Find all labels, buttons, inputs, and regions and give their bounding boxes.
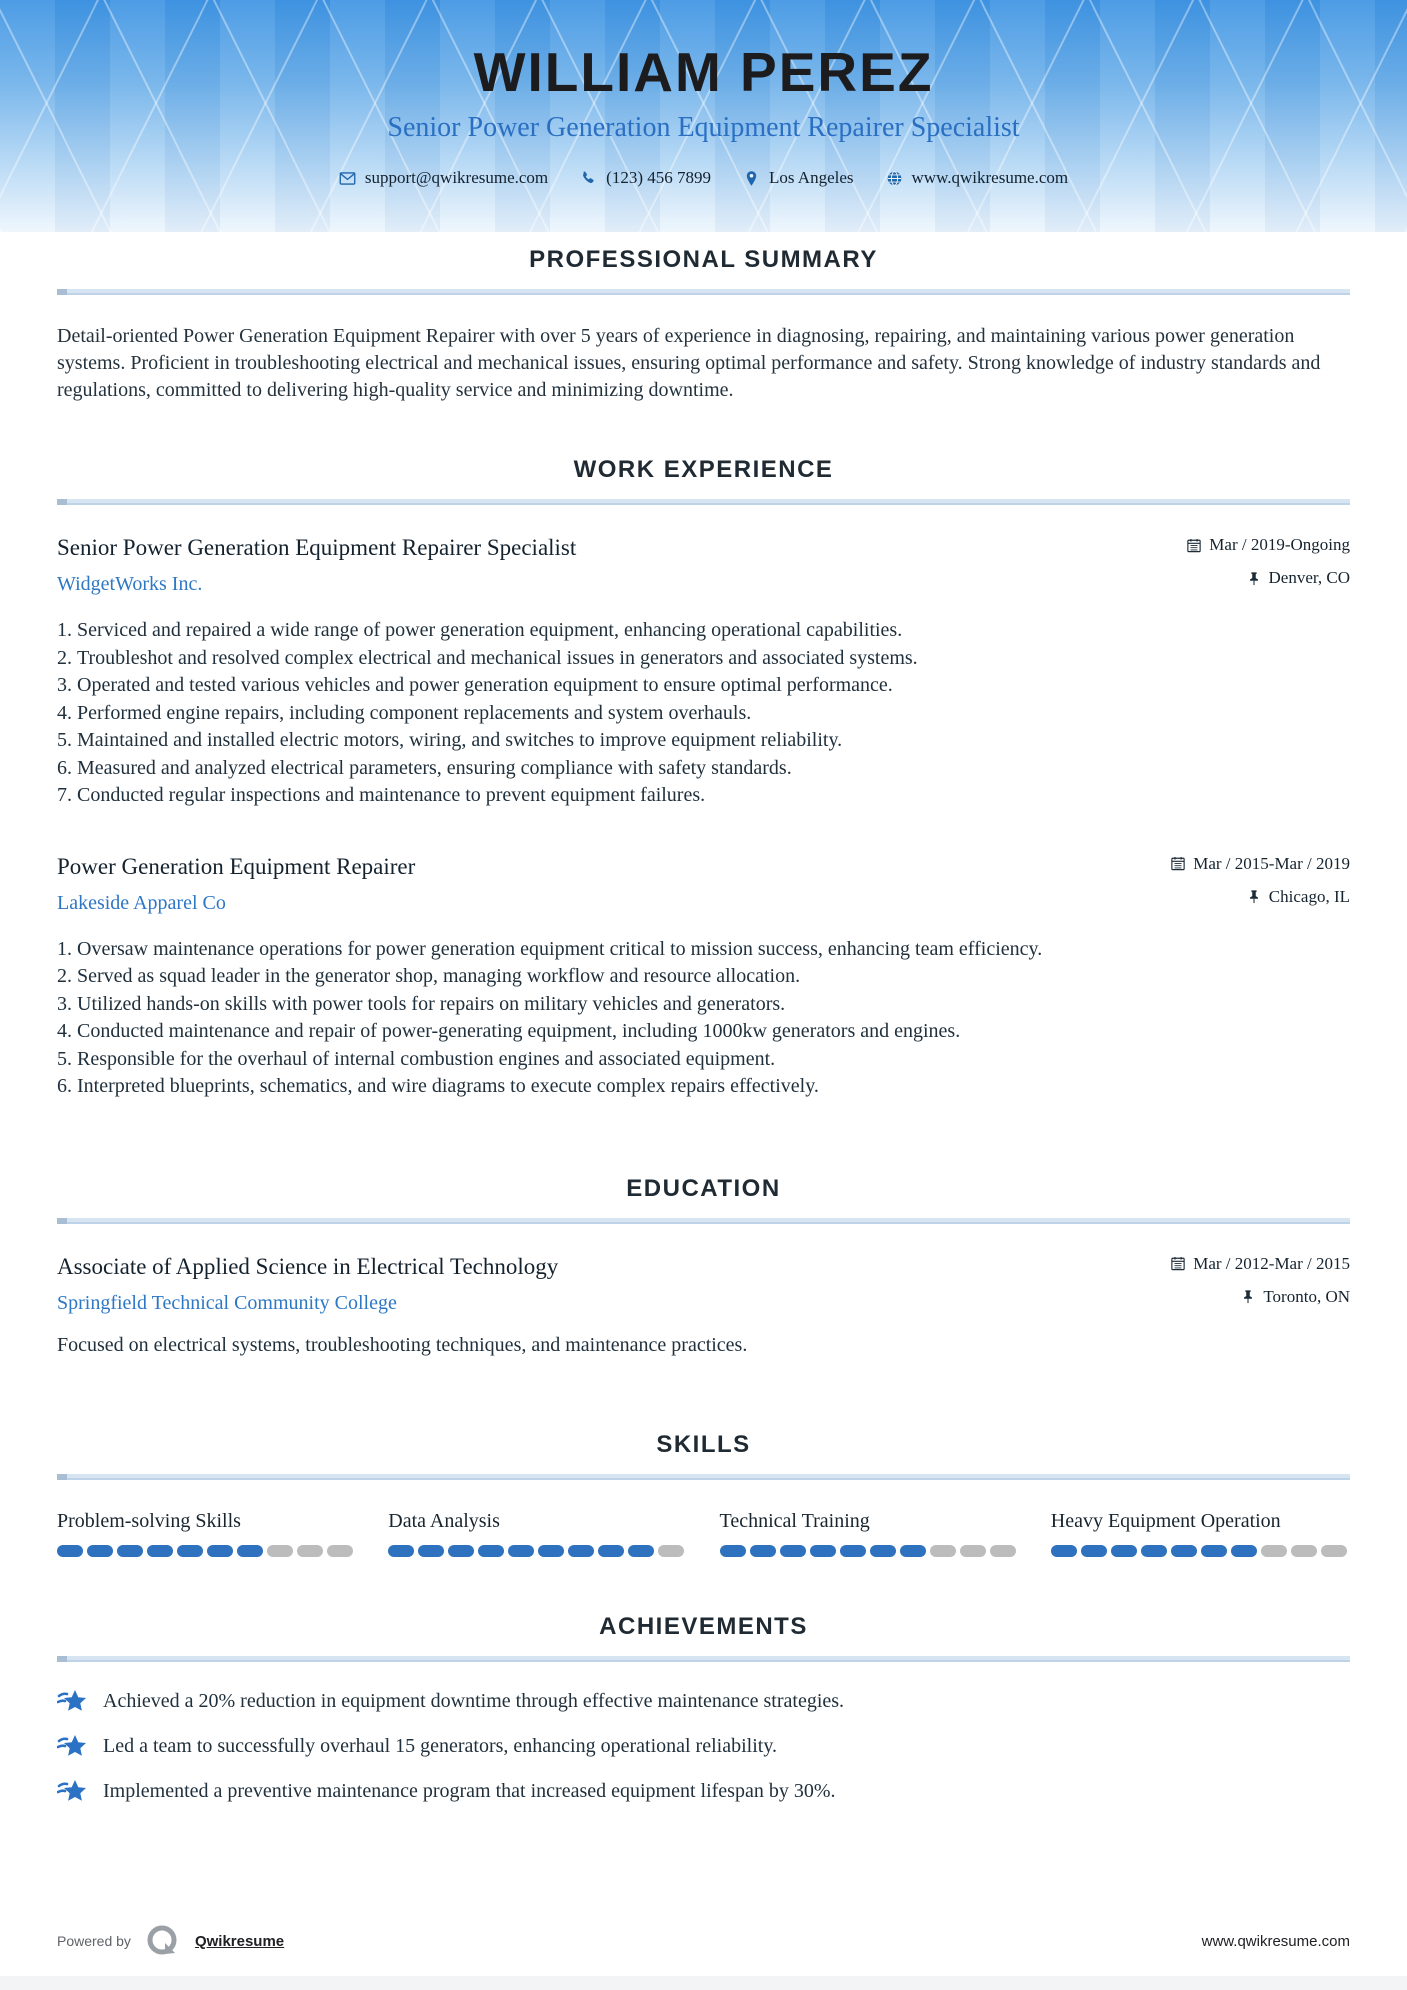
skill-dot	[478, 1545, 504, 1557]
contact-row	[0, 168, 1407, 188]
skill-dot	[147, 1545, 173, 1557]
section-divider	[57, 1474, 1350, 1480]
job-bullet: 6. Measured and analyzed electrical parameters, ensuring compliance with safety standards.	[57, 755, 1350, 783]
achievement-item	[57, 1688, 1350, 1716]
calendar-icon	[1171, 856, 1185, 871]
skill-dot	[207, 1545, 233, 1557]
phone-icon	[580, 170, 597, 187]
work-entry-left	[57, 854, 415, 915]
shooting-star-icon	[57, 1733, 87, 1761]
skills-grid	[57, 1510, 1350, 1557]
work-entry	[57, 535, 1350, 810]
work-entry	[57, 854, 1350, 1101]
job-company-link[interactable]: WidgetWorks Inc.	[57, 573, 203, 595]
skill-dot	[720, 1545, 746, 1557]
job-title: Senior Power Generation Equipment Repairer Specialist	[57, 535, 577, 560]
skill-dot	[1111, 1545, 1137, 1557]
skill-dot	[1201, 1545, 1227, 1557]
education-entry-left	[57, 1254, 558, 1315]
skill-dot	[1261, 1545, 1287, 1557]
skills-heading: SKILLS	[656, 1430, 751, 1458]
skill-rating	[388, 1545, 687, 1557]
education-entry	[57, 1254, 1350, 1357]
pushpin-icon	[1247, 889, 1261, 904]
skill-dot	[57, 1545, 83, 1557]
skill-rating	[720, 1545, 1019, 1557]
achievement-text: Implemented a preventive maintenance program that increased equipment lifespan by 30%.	[103, 1780, 836, 1802]
job-bullet: 1. Serviced and repaired a wide range of power generation equipment, enhancing operational capabilities.	[57, 617, 1350, 645]
job-bullet: 4. Performed engine repairs, including component replacements and system overhauls.	[57, 700, 1350, 728]
page-footer	[0, 1906, 1407, 1976]
skill-dot	[810, 1545, 836, 1557]
achievement-text: Led a team to successfully overhaul 15 generators, enhancing operational reliability.	[103, 1735, 778, 1757]
section-divider	[57, 1218, 1350, 1224]
skill-dot	[598, 1545, 624, 1557]
achievement-item	[57, 1778, 1350, 1806]
skill-name: Problem-solving Skills	[57, 1509, 241, 1532]
globe-icon	[886, 170, 903, 187]
job-bullet: 3. Operated and tested various vehicles and power generation equipment to ensure optimal performance.	[57, 672, 1350, 700]
achievements-list	[57, 1688, 1350, 1806]
skill-rating	[57, 1545, 356, 1557]
section-education	[57, 1175, 1350, 1357]
skill-dot	[1051, 1545, 1077, 1557]
contact-phone	[580, 168, 711, 188]
skill-dot	[448, 1545, 474, 1557]
job-title: Power Generation Equipment Repairer	[57, 853, 416, 879]
contact-location	[743, 168, 854, 188]
job-location: Denver, CO	[1268, 568, 1350, 587]
skill-dot	[658, 1545, 684, 1557]
contact-email	[339, 168, 548, 188]
skill-item	[720, 1510, 1019, 1557]
skill-dot	[750, 1545, 776, 1557]
bottom-strip	[0, 1976, 1407, 1990]
skill-dot	[237, 1545, 263, 1557]
pushpin-icon	[1241, 1289, 1255, 1304]
skill-dot	[628, 1545, 654, 1557]
work-entry-meta	[1187, 535, 1350, 601]
section-work	[57, 456, 1350, 1101]
job-bullet: 2. Troubleshot and resolved complex electrical and mechanical issues in generators and associated systems.	[57, 645, 1350, 673]
skill-dot	[87, 1545, 113, 1557]
section-divider	[57, 1656, 1350, 1662]
calendar-icon	[1187, 538, 1201, 553]
achievements-heading: ACHIEVEMENTS	[599, 1612, 808, 1640]
job-company-link[interactable]: Lakeside Apparel Co	[57, 891, 226, 914]
job-bullet: 3. Utilized hands-on skills with power tools for repairs on military vehicles and generators.	[57, 991, 1350, 1019]
skill-name: Technical Training	[719, 1509, 870, 1532]
job-bullet: 7. Conducted regular inspections and maintenance to prevent equipment failures.	[57, 782, 1350, 810]
skill-dot	[1171, 1545, 1197, 1557]
job-bullet: 2. Served as squad leader in the generator shop, managing workflow and resource allocation.	[57, 963, 1350, 991]
summary-heading: PROFESSIONAL SUMMARY	[529, 246, 878, 273]
job-bullet: 1. Oversaw maintenance operations for power generation equipment critical to mission success, enhancing team efficiency.	[57, 936, 1350, 964]
skill-item	[388, 1510, 687, 1557]
skill-dot	[388, 1545, 414, 1557]
shooting-star-icon	[57, 1688, 87, 1716]
skill-dot	[1321, 1545, 1347, 1557]
achievement-item	[57, 1733, 1350, 1761]
skill-name: Data Analysis	[388, 1509, 500, 1532]
section-divider	[57, 289, 1350, 295]
school-link[interactable]: Springfield Technical Community College	[57, 1291, 397, 1314]
calendar-icon	[1171, 1256, 1185, 1271]
job-bullet: 5. Maintained and installed electric motors, wiring, and switches to improve equipment reliability.	[57, 727, 1350, 755]
qwikresume-brand-link[interactable]: Qwikresume	[194, 1932, 285, 1950]
education-heading: EDUCATION	[626, 1174, 781, 1202]
skill-dot	[1291, 1545, 1317, 1557]
resume-header	[0, 0, 1407, 232]
contact-phone-text: (123) 456 7899	[606, 168, 711, 187]
contact-website	[886, 168, 1069, 188]
skill-dot	[870, 1545, 896, 1557]
section-skills	[57, 1431, 1350, 1557]
skill-dot	[177, 1545, 203, 1557]
skill-dot	[780, 1545, 806, 1557]
job-bullet: 5. Responsible for the overhaul of internal combustion engines and associated equipment.	[57, 1046, 1350, 1074]
education-entry-meta	[1171, 1254, 1350, 1320]
skill-dot	[117, 1545, 143, 1557]
skill-dot	[930, 1545, 956, 1557]
summary-text: Detail-oriented Power Generation Equipment Repairer with over 5 years of experience in diagnosing, repairing, and maintaining various power generation systems. Proficient in troubleshooting electrical and mechanical issues, ensuring optimal performance and safety. Strong knowledge of industry standards and regulations, committed to delivering high-quality service and minimizing downtime.	[57, 325, 1321, 401]
location-pin-icon	[743, 170, 760, 187]
powered-by-label: Powered by	[57, 1933, 131, 1949]
contact-email-text[interactable]: support@qwikresume.com	[364, 168, 549, 187]
degree-title: Associate of Applied Science in Electrical Technology	[57, 1253, 559, 1279]
skill-dot	[960, 1545, 986, 1557]
skill-dot	[1231, 1545, 1257, 1557]
achievement-text: Achieved a 20% reduction in equipment downtime through effective maintenance strategies.	[103, 1690, 845, 1712]
skill-dot	[508, 1545, 534, 1557]
skill-item	[1051, 1510, 1350, 1557]
skill-dot	[1081, 1545, 1107, 1557]
contact-location-text: Los Angeles	[768, 168, 854, 187]
skill-name: Heavy Equipment Operation	[1050, 1509, 1281, 1532]
skill-dot	[840, 1545, 866, 1557]
skill-dot	[990, 1545, 1016, 1557]
skill-dot	[267, 1545, 293, 1557]
pushpin-icon	[1247, 571, 1261, 586]
skill-dot	[327, 1545, 353, 1557]
education-location: Toronto, ON	[1263, 1286, 1350, 1306]
contact-website-text[interactable]: www.qwikresume.com	[911, 168, 1069, 187]
job-bullets	[57, 936, 1350, 1101]
work-entry-meta	[1171, 854, 1350, 920]
skill-item	[57, 1510, 356, 1557]
section-divider	[57, 499, 1350, 505]
work-heading: WORK EXPERIENCE	[573, 456, 834, 483]
footer-website[interactable]: www.qwikresume.com	[1201, 1932, 1350, 1950]
skill-dot	[538, 1545, 564, 1557]
education-dates: Mar / 2012-Mar / 2015	[1193, 1253, 1350, 1273]
email-icon	[339, 170, 356, 187]
person-name: WILLIAM PEREZ	[473, 41, 934, 103]
job-location: Chicago, IL	[1268, 886, 1350, 906]
skill-dot	[418, 1545, 444, 1557]
job-dates: Mar / 2015-Mar / 2019	[1193, 853, 1350, 873]
skill-dot	[297, 1545, 323, 1557]
education-description: Focused on electrical systems, troubleshooting techniques, and maintenance practices.	[57, 1333, 748, 1356]
qwikresume-logo-icon	[145, 1923, 181, 1959]
section-summary	[57, 246, 1350, 404]
skill-dot	[900, 1545, 926, 1557]
skill-rating	[1051, 1545, 1350, 1557]
shooting-star-icon	[57, 1778, 87, 1806]
skill-dot	[568, 1545, 594, 1557]
section-achievements	[57, 1613, 1350, 1806]
job-bullets	[57, 617, 1350, 810]
job-dates: Mar / 2019-Ongoing	[1209, 535, 1350, 554]
job-bullet: 6. Interpreted blueprints, schematics, and wire diagrams to execute complex repairs effectively.	[57, 1073, 1350, 1101]
skill-dot	[1141, 1545, 1167, 1557]
person-headline: Senior Power Generation Equipment Repairer Specialist	[387, 112, 1020, 143]
job-bullet: 4. Conducted maintenance and repair of power-generating equipment, including 1000kw generators and engines.	[57, 1018, 1350, 1046]
work-entry-left	[57, 535, 576, 596]
